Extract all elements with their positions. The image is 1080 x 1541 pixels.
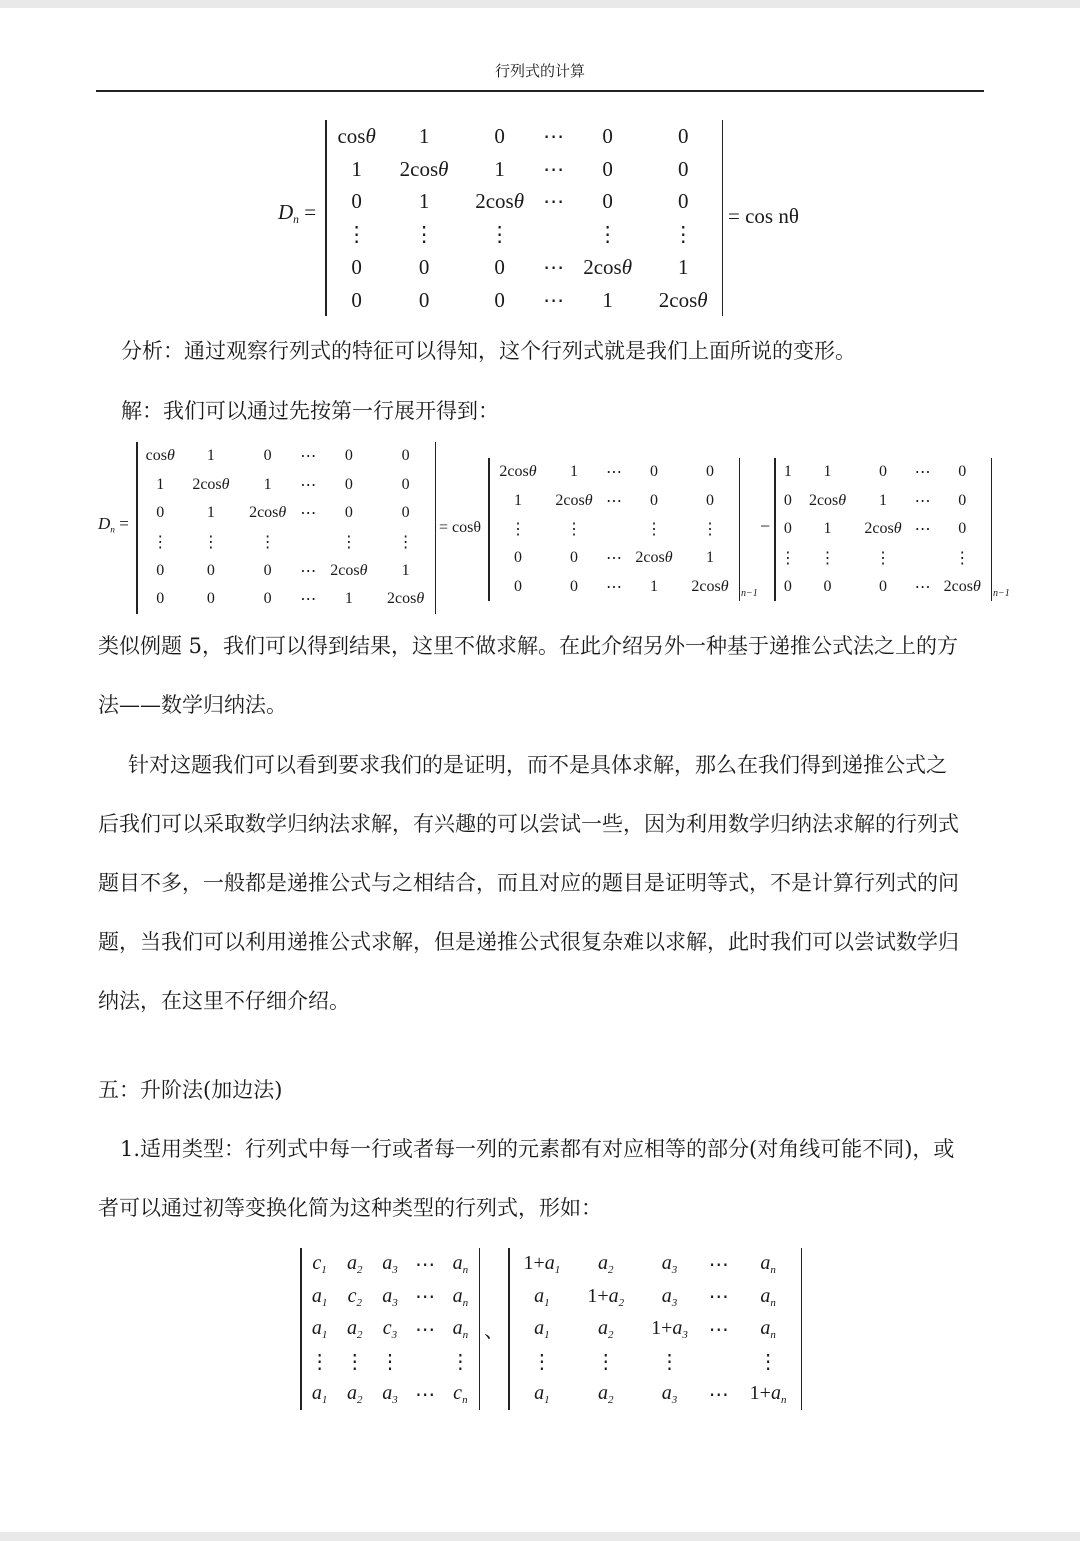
det-a-table bbox=[510, 1248, 800, 1411]
det1-cell: 0 bbox=[351, 255, 362, 280]
det-c-cell: $a_1$ bbox=[311, 1284, 328, 1309]
det1-cell: ⋮ bbox=[413, 222, 435, 247]
minor1-row bbox=[490, 458, 738, 487]
det2-cell: ⋯ bbox=[300, 448, 317, 466]
det-a-cell: $a_n$ bbox=[760, 1252, 776, 1277]
det-a-cell: $a_n$ bbox=[760, 1317, 776, 1342]
det2-cell: ⋮ bbox=[397, 534, 414, 552]
det2-cell: 2cosθ bbox=[192, 475, 230, 493]
para-induction-line-3: 题目不多，一般都是递推公式与之相结合，而且对应的题目是证明等式，不是计算行列式的问 bbox=[98, 871, 959, 895]
minor1-cell: ⋯ bbox=[605, 578, 622, 596]
det-c-cell: $c_n$ bbox=[453, 1382, 468, 1407]
det1-cell: 1 bbox=[418, 123, 430, 148]
det-a-cell: $a_1$ bbox=[534, 1317, 550, 1342]
det2-row bbox=[138, 556, 434, 585]
det1-cell: 1 bbox=[418, 189, 430, 214]
det-a-cell: $a_2$ bbox=[597, 1252, 614, 1277]
minor2-cell: ⋮ bbox=[779, 550, 796, 568]
det2-cell: 0 bbox=[263, 447, 272, 465]
det-c-cell: ⋮ bbox=[344, 1351, 365, 1374]
det-c-cell: $a_n$ bbox=[452, 1284, 469, 1309]
det-a-cell: $a_2$ bbox=[597, 1317, 614, 1342]
minor1-row bbox=[490, 515, 738, 544]
det-c-cell: $a_1$ bbox=[311, 1317, 328, 1342]
minor2-cell: 0 bbox=[783, 577, 792, 595]
det-c-row bbox=[302, 1313, 478, 1346]
det2-cell: 0 bbox=[206, 561, 215, 579]
det2-row bbox=[138, 499, 434, 528]
det-c-cell: $c_2$ bbox=[347, 1284, 362, 1309]
det-c-cell: ⋯ bbox=[415, 1253, 436, 1276]
minor2-cell: 1 bbox=[823, 463, 832, 481]
det1-cell: 0 bbox=[494, 287, 505, 312]
minor2-cell: 0 bbox=[958, 491, 967, 509]
minor2-cell: 2cosθ bbox=[808, 491, 847, 509]
minor1-order: n−1 bbox=[741, 588, 758, 599]
minor2-cell: ⋯ bbox=[914, 492, 931, 510]
det-a-cell: $1+a_3$ bbox=[651, 1317, 688, 1342]
det-c-cell: $a_3$ bbox=[382, 1382, 398, 1407]
minor1-row bbox=[490, 487, 738, 516]
det2-cell: 0 bbox=[401, 475, 410, 493]
det-c-row bbox=[302, 1346, 478, 1379]
para-solution: 解：我们可以通过先按第一行展开得到： bbox=[121, 399, 499, 423]
det-c-table bbox=[302, 1248, 478, 1411]
page-header bbox=[96, 60, 984, 92]
det1-matrix bbox=[325, 120, 723, 316]
minor1-cell: 0 bbox=[513, 549, 522, 567]
det2-cell: ⋯ bbox=[300, 476, 317, 494]
det-c-cell: $c_3$ bbox=[382, 1317, 398, 1342]
det-a-row bbox=[510, 1346, 800, 1379]
det-a-row bbox=[510, 1378, 800, 1411]
det-c-cell bbox=[408, 1346, 443, 1379]
det-a-cell: ⋯ bbox=[708, 1383, 729, 1406]
minor1-cell: 0 bbox=[650, 463, 658, 481]
det2-cell: 1 bbox=[206, 447, 215, 465]
para-induction-line-5: 纳法，在这里不仔细介绍。 bbox=[98, 989, 350, 1013]
minor2-cell: ⋯ bbox=[914, 464, 931, 482]
para-similar bbox=[98, 617, 958, 735]
det-a-cell: ⋯ bbox=[708, 1286, 729, 1309]
det1-cell: 1 bbox=[494, 156, 505, 181]
minor1-matrix bbox=[488, 458, 740, 601]
det2-lhs-sub: n bbox=[110, 525, 115, 536]
minor1-cell: 1 bbox=[705, 549, 714, 567]
det2-cell: ⋮ bbox=[259, 534, 276, 552]
det1-cell: 2cosθ bbox=[399, 156, 449, 181]
minor1-cell: ⋮ bbox=[565, 521, 582, 539]
det-c-cell: ⋮ bbox=[450, 1351, 471, 1374]
det1-cell: ⋮ bbox=[672, 222, 694, 247]
det1-row bbox=[327, 218, 721, 251]
minor1-cell bbox=[602, 515, 626, 544]
det1-cell: 2cosθ bbox=[475, 189, 525, 214]
det-c-cell: $a_3$ bbox=[382, 1252, 398, 1277]
minus-sign: − bbox=[760, 516, 771, 536]
para-induction-line-1: 针对这题我们可以看到要求我们的是证明，而不是具体求解，那么在我们得到递推公式之 bbox=[128, 753, 947, 777]
det2-cell: 2cosθ bbox=[249, 504, 287, 522]
det2-cell: 0 bbox=[344, 504, 353, 522]
det1-cell: ⋮ bbox=[489, 222, 511, 247]
det-c-cell: ⋯ bbox=[415, 1318, 436, 1341]
minor2-cell: 1 bbox=[783, 463, 792, 481]
det1-cell: ⋯ bbox=[543, 189, 565, 214]
minor2-order: n−1 bbox=[993, 588, 1010, 599]
minor1-cell: ⋮ bbox=[701, 521, 718, 539]
minor2-cell: ⋮ bbox=[819, 550, 836, 568]
minor2-cell: ⋯ bbox=[914, 521, 931, 539]
minor2-table bbox=[776, 458, 990, 601]
det1-row bbox=[327, 251, 721, 284]
det-a-cell: $a_n$ bbox=[760, 1284, 776, 1309]
det-a-cell: $a_2$ bbox=[597, 1382, 614, 1407]
para-induction-line-2: 后我们可以采取数学归纳法求解，有兴趣的可以尝试一些，因为利用数学归纳法求解的行列式 bbox=[98, 812, 959, 836]
para-type-line-2: 者可以通过初等变换化简为这种类型的行列式，形如： bbox=[98, 1196, 602, 1220]
det2-table bbox=[138, 442, 434, 614]
det2-row bbox=[138, 585, 434, 614]
det-a-cell: $a_3$ bbox=[661, 1252, 678, 1277]
det-a-row bbox=[510, 1313, 800, 1346]
minor1-table bbox=[490, 458, 738, 601]
det1-cell bbox=[537, 218, 569, 251]
det2-cell: 2cosθ bbox=[330, 561, 368, 579]
det1-cell: 0 bbox=[602, 156, 613, 181]
det-a-cell: $1+a_1$ bbox=[523, 1252, 561, 1277]
minor1-cell: 0 bbox=[513, 577, 522, 595]
det2-cell: 1 bbox=[401, 561, 410, 579]
det-c-cell: $a_n$ bbox=[452, 1252, 469, 1277]
det2-cell: ⋮ bbox=[152, 534, 169, 552]
para-type bbox=[98, 1120, 954, 1238]
det2-cell: 1 bbox=[156, 475, 165, 493]
det1-cell: 2cosθ bbox=[658, 287, 708, 312]
det-c-cell: ⋮ bbox=[309, 1351, 330, 1374]
det1-row bbox=[327, 186, 721, 219]
para-induction-line-4: 题，当我们可以利用递推公式求解，但是递推公式很复杂难以求解，此时我们可以尝试数学归 bbox=[98, 930, 959, 954]
det2-cell: ⋯ bbox=[300, 505, 317, 523]
section-title: 五：升阶法(加边法) bbox=[98, 1078, 283, 1102]
det1-cell: 1 bbox=[677, 255, 689, 280]
det-c-row bbox=[302, 1248, 478, 1281]
det2-cell: 0 bbox=[344, 447, 353, 465]
minor2-cell: 0 bbox=[958, 520, 967, 538]
det-separator: 、 bbox=[484, 1320, 504, 1342]
det-a-row bbox=[510, 1281, 800, 1314]
det1-cell: 0 bbox=[494, 123, 505, 148]
minor2-row bbox=[776, 544, 990, 573]
document-page bbox=[0, 8, 1080, 1532]
minor1-cell: 0 bbox=[705, 491, 714, 509]
det1-cell: 0 bbox=[602, 189, 613, 214]
det1-cell: ⋮ bbox=[597, 222, 619, 247]
det-c-cell: $a_2$ bbox=[347, 1382, 363, 1407]
det-c-cell: $a_3$ bbox=[382, 1284, 398, 1309]
minor2-cell: 0 bbox=[783, 491, 792, 509]
minor1-cell: 2cosθ bbox=[635, 549, 673, 567]
det-c-cell: $a_1$ bbox=[311, 1382, 328, 1407]
minor1-cell: 2cosθ bbox=[555, 491, 593, 509]
det1-cell: ⋮ bbox=[346, 222, 368, 247]
det1-cell: 0 bbox=[677, 156, 689, 181]
det1-cell: ⋯ bbox=[543, 255, 565, 280]
det1-cell: 0 bbox=[677, 189, 689, 214]
det-a-cell: $a_1$ bbox=[534, 1284, 550, 1309]
det1-row bbox=[327, 120, 721, 153]
det2-cell: 0 bbox=[344, 475, 353, 493]
minor2-row bbox=[776, 515, 990, 544]
minor1-cell: 1 bbox=[569, 463, 578, 481]
minor2-row bbox=[776, 572, 990, 601]
det1-cell: 1 bbox=[602, 287, 613, 312]
det-c-cell: ⋮ bbox=[379, 1351, 400, 1374]
det-a-cell: $a_3$ bbox=[661, 1284, 678, 1309]
det-c-cell: $a_2$ bbox=[347, 1252, 363, 1277]
det-a-cell: ⋮ bbox=[659, 1351, 680, 1374]
det1-cell: 0 bbox=[418, 287, 430, 312]
minor1-cell: ⋯ bbox=[605, 550, 622, 568]
minor2-cell: 2cosθ bbox=[864, 520, 902, 538]
det-c-cell: $a_2$ bbox=[347, 1317, 363, 1342]
det-c-cell: ⋯ bbox=[415, 1286, 436, 1309]
det2-lhs: $D_n$ = bbox=[98, 514, 129, 536]
minor1-cell: 1 bbox=[513, 491, 522, 509]
minor2-cell: ⋮ bbox=[954, 550, 971, 568]
det2-cell: 2cosθ bbox=[387, 590, 425, 608]
para-induction bbox=[98, 736, 988, 1031]
det1-lhs: $D_n$ = bbox=[278, 200, 317, 227]
minor2-cell: 2cosθ bbox=[943, 577, 981, 595]
det2-row bbox=[138, 471, 434, 500]
det-a-cell: ⋯ bbox=[708, 1253, 729, 1276]
det-c-cell: $a_n$ bbox=[452, 1317, 469, 1342]
det-a-matrix bbox=[508, 1248, 802, 1410]
para-similar-line-2: 法——数学归纳法。 bbox=[98, 693, 287, 717]
para-similar-line-1: 类似例题 5，我们可以得到结果，这里不做求解。在此介绍另外一种基于递推公式法之上的方 bbox=[98, 634, 959, 658]
det2-cell: 0 bbox=[401, 504, 410, 522]
det2-cell: 1 bbox=[206, 504, 215, 522]
minor2-cell: ⋮ bbox=[874, 550, 891, 568]
det-a-cell: $a_1$ bbox=[534, 1382, 550, 1407]
det-c-cell: ⋯ bbox=[415, 1383, 436, 1406]
det1-row bbox=[327, 153, 721, 186]
det-c-row bbox=[302, 1378, 478, 1411]
det-a-cell: ⋮ bbox=[758, 1351, 779, 1374]
det2-cell: ⋯ bbox=[300, 562, 317, 580]
det1-cell: 0 bbox=[602, 123, 613, 148]
det2-cell: 0 bbox=[156, 561, 165, 579]
det2-row bbox=[138, 442, 434, 471]
minor2-cell: 0 bbox=[783, 520, 792, 538]
det1-cell: 0 bbox=[494, 255, 505, 280]
minor2-cell: 0 bbox=[878, 577, 887, 595]
det1-cell: ⋯ bbox=[543, 123, 565, 148]
minor1-row bbox=[490, 544, 738, 573]
minor2-matrix bbox=[774, 458, 992, 601]
minor1-cell: 0 bbox=[569, 577, 578, 595]
minor2-cell: ⋯ bbox=[914, 578, 931, 596]
det2-lhs-symbol: D bbox=[98, 514, 111, 533]
minor1-cell: 0 bbox=[569, 549, 578, 567]
det-a-cell bbox=[701, 1346, 736, 1379]
det-c-cell: $c_1$ bbox=[312, 1252, 327, 1277]
det1-row bbox=[327, 284, 721, 317]
minor2-row bbox=[776, 458, 990, 487]
minor2-cell: 0 bbox=[823, 577, 832, 595]
minor1-cell: 0 bbox=[650, 491, 658, 509]
minor1-cell: 1 bbox=[650, 577, 658, 595]
det1-cell: 0 bbox=[677, 123, 689, 148]
det2-cell: cosθ bbox=[145, 447, 175, 465]
minor1-cell: ⋯ bbox=[605, 492, 622, 510]
minor2-cell: 0 bbox=[958, 463, 967, 481]
det-a-cell: ⋯ bbox=[708, 1318, 729, 1341]
det2-cell: ⋮ bbox=[340, 534, 357, 552]
det2-cell bbox=[296, 528, 320, 557]
det1-cell: ⋯ bbox=[543, 287, 565, 312]
det-a-cell: $1+a_2$ bbox=[587, 1284, 625, 1309]
minor1-row bbox=[490, 572, 738, 601]
det2-cell: 0 bbox=[401, 447, 410, 465]
minor1-cell: 2cosθ bbox=[691, 577, 729, 595]
det2-cell: ⋯ bbox=[300, 591, 317, 609]
det1-rhs: = cos nθ bbox=[728, 204, 799, 228]
det2-cell: 0 bbox=[156, 504, 165, 522]
minor1-cell: 2cosθ bbox=[499, 463, 537, 481]
det1-lhs-symbol: D bbox=[278, 200, 294, 224]
det1-lhs-sub: n bbox=[293, 214, 299, 227]
para-type-line-1: 1.适用类型：行列式中每一行或者每一列的元素都有对应相等的部分(对角线可能不同)，或 bbox=[120, 1137, 955, 1161]
det2-cell: 0 bbox=[263, 561, 272, 579]
det2-cell: 1 bbox=[344, 590, 353, 608]
para-analysis: 分析：通过观察行列式的特征可以得知，这个行列式就是我们上面所说的变形。 bbox=[121, 339, 856, 363]
det1-cell: 0 bbox=[418, 255, 430, 280]
det-c-row bbox=[302, 1281, 478, 1314]
minor2-row bbox=[776, 487, 990, 516]
det1-cell: 2cosθ bbox=[583, 255, 633, 280]
det-a-cell: ⋮ bbox=[531, 1351, 552, 1374]
det2-eq-cos: = cosθ bbox=[439, 519, 482, 536]
det2-cell: 0 bbox=[263, 590, 272, 608]
det-a-cell: $a_3$ bbox=[661, 1382, 678, 1407]
minor1-cell: 0 bbox=[705, 463, 714, 481]
det2-matrix bbox=[136, 442, 436, 614]
det1-cell: cosθ bbox=[337, 123, 376, 148]
det2-row bbox=[138, 528, 434, 557]
det2-cell: 0 bbox=[206, 590, 215, 608]
det1-cell: 0 bbox=[351, 189, 362, 214]
det1-table bbox=[327, 120, 721, 317]
det-a-row bbox=[510, 1248, 800, 1281]
det2-cell: ⋮ bbox=[202, 534, 219, 552]
det-c-matrix bbox=[300, 1248, 480, 1410]
det-a-cell: ⋮ bbox=[595, 1351, 616, 1374]
det-a-cell: $1+a_n$ bbox=[749, 1382, 787, 1407]
minor1-cell: ⋮ bbox=[509, 521, 526, 539]
det1-cell: 1 bbox=[351, 156, 362, 181]
header-title: 行列式的计算 bbox=[494, 62, 585, 80]
det2-cell: 1 bbox=[263, 475, 272, 493]
minor2-cell: 1 bbox=[878, 491, 887, 509]
det2-cell: 0 bbox=[156, 590, 165, 608]
det1-cell: 0 bbox=[351, 287, 362, 312]
minor2-cell: 0 bbox=[878, 463, 887, 481]
minor1-cell: ⋯ bbox=[605, 464, 622, 482]
minor2-cell bbox=[911, 544, 935, 573]
det1-cell: ⋯ bbox=[543, 156, 565, 181]
minor2-cell: 1 bbox=[823, 520, 832, 538]
minor1-cell: ⋮ bbox=[646, 521, 662, 539]
